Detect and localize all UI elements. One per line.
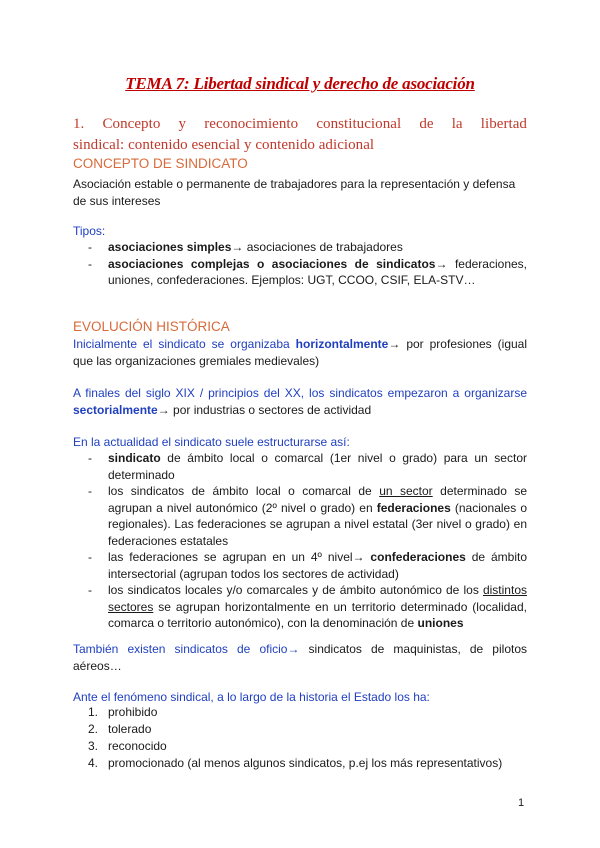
concepto-heading: CONCEPTO DE SINDICATO — [73, 156, 248, 171]
tipos-label: Tipos: — [73, 224, 106, 238]
item-underline: un sector — [379, 484, 433, 498]
list-item — [88, 755, 527, 772]
p1-blue: Inicialmente el sindicato se organizaba — [73, 337, 296, 351]
item-text: de ámbito intersectorial (agrupan todos los sectores de actividad) — [108, 550, 527, 581]
item-number: 1. — [88, 705, 99, 719]
tipo-text: → asociaciones de trabajadores — [231, 240, 403, 254]
item-bold: → confederaciones — [352, 550, 466, 564]
item-text: determinado se agrupan a nivel autonómico (2º nivel o grado) en — [108, 484, 528, 515]
item-text: tolerado — [108, 722, 152, 736]
evolucion-heading: EVOLUCIÓN HISTÓRICA — [73, 319, 230, 334]
tipo-bold: asociaciones simples — [108, 240, 232, 254]
section-heading — [73, 114, 527, 156]
item-text: prohibido — [108, 705, 158, 719]
estado-list — [88, 704, 527, 772]
list-item — [88, 721, 527, 738]
item-text: promocionado (al menos algunos sindicatos, p.ej los más representativos) — [108, 756, 503, 770]
page-title: TEMA 7: Libertad sindical y derecho de asociación — [125, 74, 475, 93]
item-text: las federaciones se agrupan en un 4º nivel — [108, 550, 353, 564]
item-text: de ámbito local o comarcal (1er nivel o grado) para un sector determinado — [108, 451, 527, 482]
item-number: 4. — [88, 756, 99, 770]
p2-bold: sectorialmente — [73, 402, 158, 417]
list-item — [88, 704, 527, 721]
item-bold: federaciones — [376, 500, 451, 515]
evolucion-paragraph-5: Ante el fenómeno sindical, a lo largo de la historia el Estado los ha: — [73, 690, 430, 704]
list-item — [88, 483, 527, 549]
p4-rest: sindicatos de maquinistas, de pilotos aéreos… — [73, 642, 527, 673]
p1-rest: → por profesiones (igual que las organizaciones gremiales medievales) — [73, 337, 527, 368]
evolucion-paragraph-2 — [73, 385, 527, 418]
evolucion-paragraph-3: En la actualidad el sindicato suele estructurarse así: — [73, 435, 350, 449]
p2-blue: A finales del siglo XIX / principios del XX, los sindicatos empezaron a organizarse — [73, 386, 527, 400]
item-text: (nacionales o regionales). Las federaciones se agrupan a nivel estatal (3er nivel o grado) en federaciones estatales — [108, 500, 527, 548]
evolucion-paragraph-4 — [73, 641, 527, 674]
list-item — [88, 738, 527, 755]
tipo-text: → federaciones, uniones, confederaciones. Ejemplos: UGT, CCOO, CSIF, ELA-STV… — [108, 256, 528, 287]
list-item — [88, 256, 527, 289]
item-number: 2. — [88, 722, 99, 736]
tipos-list — [88, 239, 527, 289]
list-item — [88, 239, 527, 256]
item-text: reconocido — [108, 739, 167, 753]
item-text: los sindicatos de ámbito local o comarcal de — [108, 484, 380, 498]
concepto-definition: Asociación estable o permanente de trabajadores para la representación y defensa de sus intereses — [73, 177, 516, 208]
section-heading-line1: 1. Concepto y reconocimiento constitucional de la libertad — [73, 116, 527, 132]
estructura-list — [88, 450, 527, 632]
tipo-bold: asociaciones complejas o asociaciones de sindicatos — [108, 256, 436, 271]
item-number: 3. — [88, 739, 99, 753]
p1-bold: horizontalmente — [295, 337, 389, 351]
p4-blue: También existen sindicatos de oficio→ — [73, 642, 300, 656]
item-text: los sindicatos locales y/o comarcales y de ámbito autonómico de los — [108, 583, 483, 597]
list-item — [88, 549, 527, 582]
evolucion-paragraph-1 — [73, 336, 527, 369]
item-bold: uniones — [417, 616, 464, 630]
list-item — [88, 582, 527, 632]
item-underline: distintos sectores — [108, 583, 527, 614]
p2-rest: → por industrias o sectores de actividad — [157, 402, 372, 417]
list-item — [88, 450, 527, 483]
item-bold: sindicato — [108, 451, 161, 465]
page-number: 1 — [518, 797, 525, 809]
item-text: se agrupan horizontalmente en un territorio determinado (localidad, comarca o territorio autonómico), con la denominación de — [108, 599, 527, 630]
section-heading-line2: sindical: contenido esencial y contenido adicional — [73, 137, 375, 153]
